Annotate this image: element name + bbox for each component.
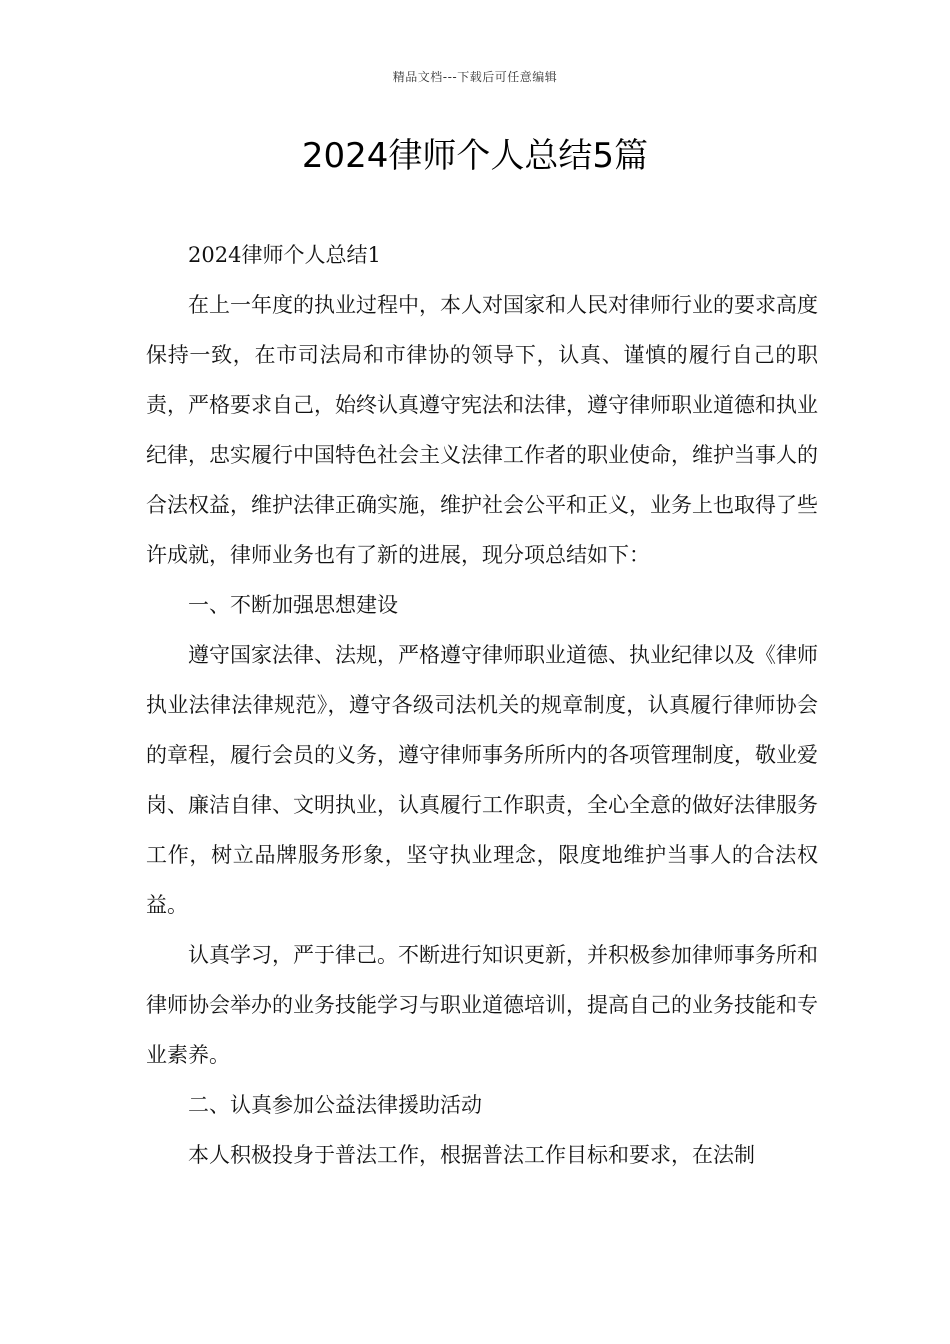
- section-heading: 一、不断加强思想建设: [188, 593, 398, 617]
- paragraph: 认真学习，严于律己。不断进行知识更新，并积极参加律师事务所和律师协会举办的业务技能学习与职业道德培训，提高自己的业务技能和专业素养。: [146, 943, 818, 1067]
- paragraph: 在上一年度的执业过程中，本人对国家和人民对律师行业的要求高度保持一致，在市司法局和市律协的领导下，认真、谨慎的履行自己的职责，严格要求自己，始终认真遵守宪法和法律，遵守律师职业道德和执业纪律，忠实履行中国特色社会主义法律工作者的职业使命，维护当事人的合法权益，维护法律正确实施，维护社会公平和正义，业务上也取得了些许成就，律师业务也有了新的进展，现分项总结如下：: [146, 293, 818, 567]
- section-heading: 2024律师个人总结1: [188, 243, 381, 267]
- section-heading: 二、认真参加公益法律援助活动: [188, 1093, 482, 1117]
- document-title: 2024律师个人总结5篇: [301, 136, 649, 176]
- paragraph: 遵守国家法律、法规，严格遵守律师职业道德、执业纪律以及《律师执业法律法律规范》，遵守各级司法机关的规章制度，认真履行律师协会的章程，履行会员的义务，遵守律师事务所所内的各项管理制度，敬业爱岗、廉洁自律、文明执业，认真履行工作职责，全心全意的做好法律服务工作，树立品牌服务形象，坚守执业理念，限度地维护当事人的合法权益。: [146, 643, 818, 917]
- paragraph: 本人积极投身于普法工作，根据普法工作目标和要求，在法制: [188, 1143, 755, 1167]
- header-note: 精品文档---下载后可任意编辑: [392, 70, 558, 84]
- document-body: [146, 230, 818, 1180]
